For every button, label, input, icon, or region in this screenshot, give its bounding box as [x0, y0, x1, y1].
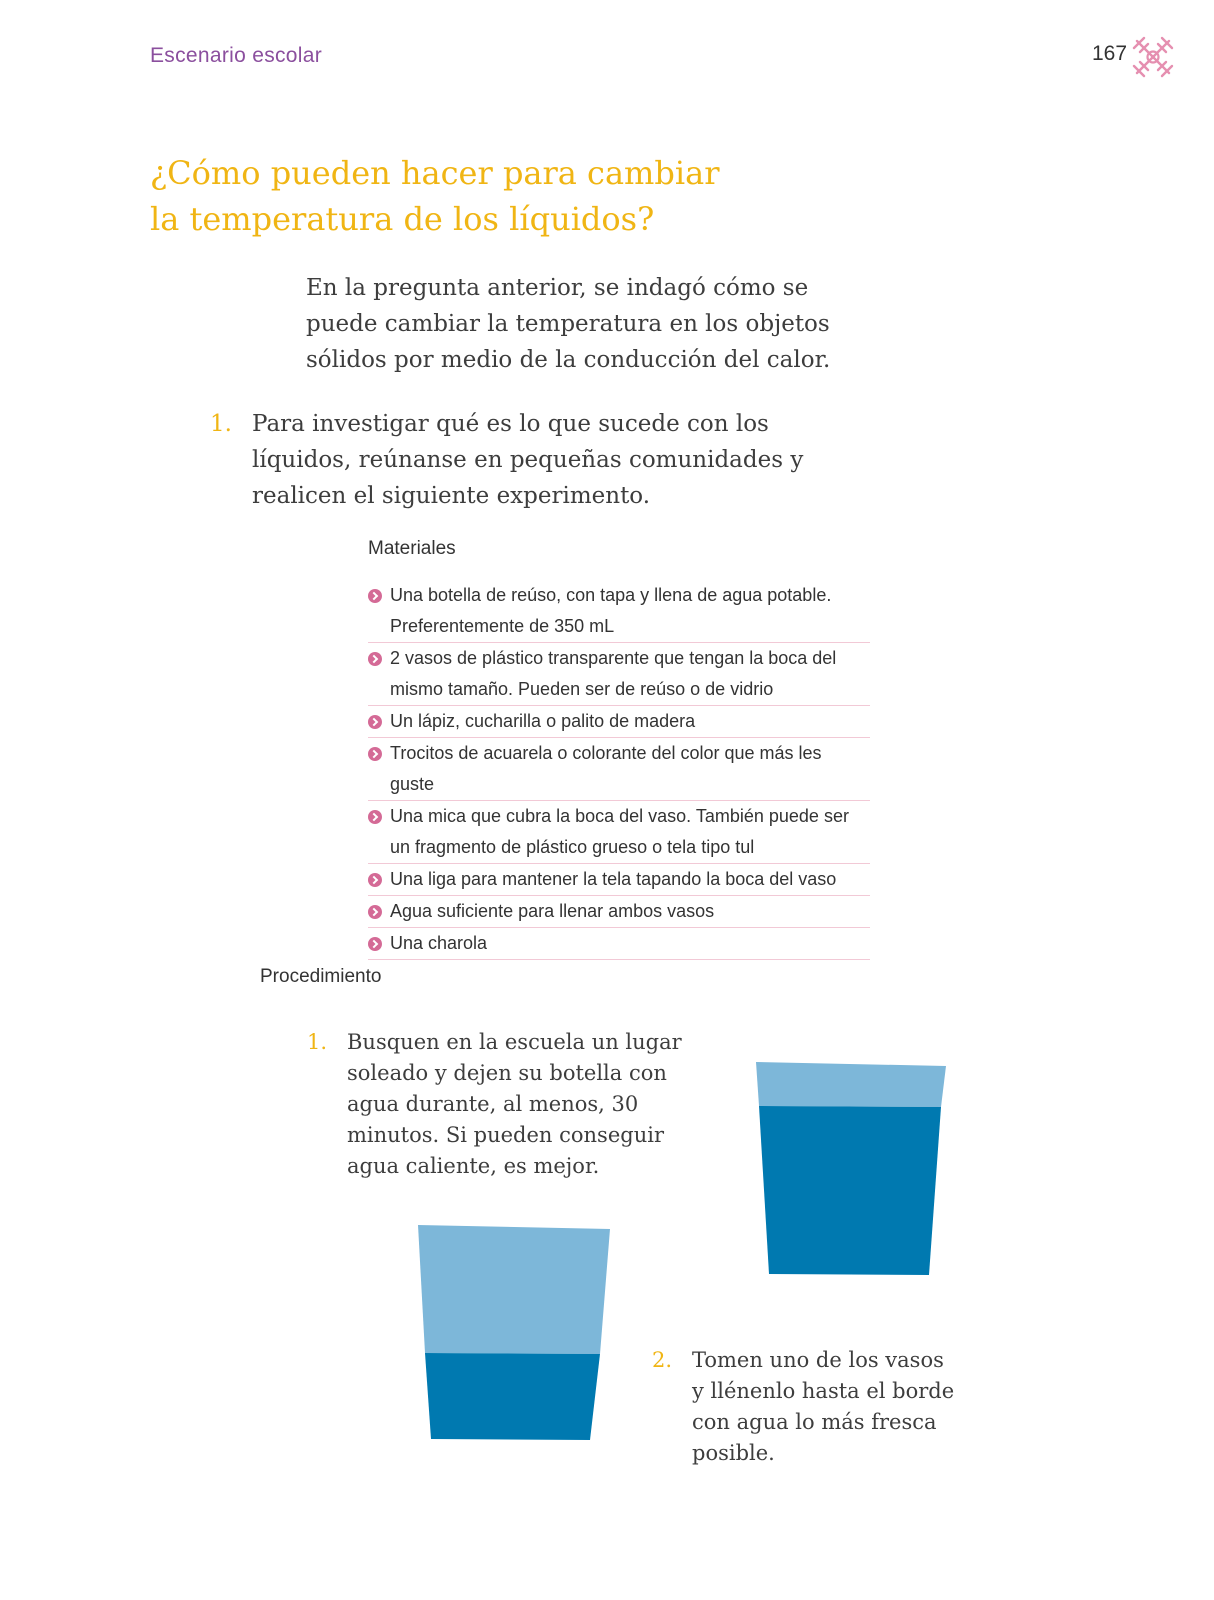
materials-item [368, 801, 870, 864]
chevron-bullet-icon [368, 905, 382, 919]
chevron-bullet-icon [368, 937, 382, 951]
chevron-bullet-icon [368, 747, 382, 761]
procedure-heading: Procedimiento [260, 966, 382, 987]
materials-item-text: Una mica que cubra la boca del vaso. También puede ser un fragmento de plástico grueso o tela tipo tul [390, 806, 849, 857]
chevron-bullet-icon [368, 589, 382, 603]
materials-item-text: Una charola [390, 933, 488, 953]
procedure-step-text: Busquen en la escuela un lugar soleado y dejen su botella con agua durante, al menos, 30 minutos. Si pueden conseguir agua caliente, es mejor. [347, 1030, 682, 1178]
chevron-bullet-icon [368, 652, 382, 666]
chevron-bullet-icon [368, 715, 382, 729]
glass-full-illustration [756, 1062, 946, 1282]
woven-star-emblem-icon [1132, 36, 1174, 78]
procedure-step-number: 2. [652, 1348, 673, 1372]
page-title-line-1: ¿Cómo pueden hacer para cambiar [150, 154, 720, 192]
materials-list [368, 580, 870, 960]
materials-item [368, 706, 870, 738]
page-title-line-2: la temperatura de los líquidos? [150, 200, 655, 238]
activity-step-number: 1. [210, 411, 232, 437]
materials-item [368, 643, 870, 706]
materials-item-text: 2 vasos de plástico transparente que tengan la boca del mismo tamaño. Pueden ser de reúso o de vidrio [390, 648, 837, 699]
materials-item-text: Una botella de reúso, con tapa y llena de agua potable. Preferentemente de 350 mL [390, 585, 832, 636]
materials-item [368, 738, 870, 801]
materials-item [368, 580, 870, 643]
materials-item [368, 864, 870, 896]
glass-partial-illustration [418, 1225, 610, 1441]
chevron-bullet-icon [368, 873, 382, 887]
page-title [150, 150, 790, 242]
procedure-step-text: Tomen uno de los vasos y llénenlo hasta el borde con agua lo más fresca posible. [692, 1348, 955, 1465]
procedure-step-number: 1. [307, 1030, 328, 1054]
section-label: Escenario escolar [150, 44, 323, 67]
materials-heading: Materiales [368, 538, 456, 559]
materials-item [368, 896, 870, 928]
intro-paragraph: En la pregunta anterior, se indagó cómo se puede cambiar la temperatura en los objetos sólidos por medio de la conducción del calor. [306, 275, 831, 373]
materials-item-text: Agua suficiente para llenar ambos vasos [390, 901, 715, 921]
materials-item-text: Trocitos de acuarela o colorante del color que más les guste [390, 743, 822, 794]
activity-step-text: Para investigar qué es lo que sucede con los líquidos, reúnanse en pequeñas comunidades y realicen el siguiente experimento. [252, 411, 804, 509]
materials-item-text: Una liga para mantener la tela tapando la boca del vaso [390, 869, 837, 889]
page-number: 167 [1092, 42, 1128, 65]
materials-item-text: Un lápiz, cucharilla o palito de madera [390, 711, 696, 731]
chevron-bullet-icon [368, 810, 382, 824]
materials-item [368, 928, 870, 960]
